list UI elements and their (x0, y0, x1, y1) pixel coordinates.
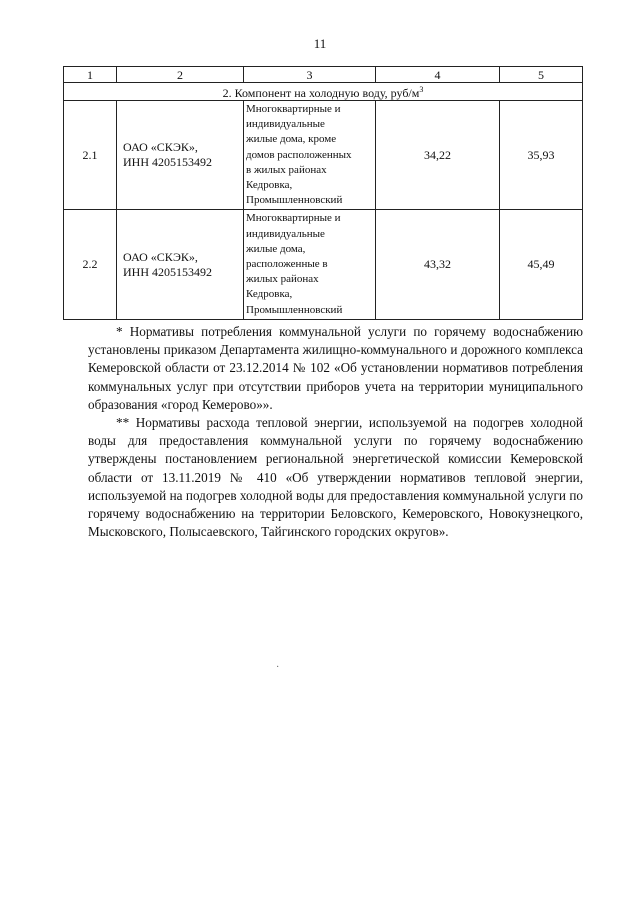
description-line: индивидуальные (246, 118, 325, 131)
description-line: домов расположенных (246, 148, 352, 161)
description-line: жилые дома, (246, 242, 306, 255)
value-col4: 34,22 (376, 101, 500, 210)
description-line: жилых районах (246, 273, 319, 286)
footnote-heat-energy: ** Нормативы расхода тепловой энергии, используемой на подогрев холодной воды для предоставления коммунальной услуги по горячему водоснабжению утверждены постановлением региональной энергетической комиссии Кемеровской области от 13.11.2019 № 410 «Об утверждении нормативов тепловой энергии, используемой на подогрев холодной воды для предоставления коммунальной услуги по горячему водоснабжению на территории Беловского, Кемеровского, Новокузнецкого, Мысковского, Полысаевского, Тайгинского городских округов». (88, 415, 583, 540)
row-number: 2.2 (64, 210, 117, 319)
column-number: 5 (500, 67, 583, 83)
value-col5: 45,49 (500, 210, 583, 319)
table-row (64, 101, 583, 210)
description-line: Промышленновский (246, 303, 343, 316)
value-col4: 43,32 (376, 210, 500, 319)
description-line: жилые дома, кроме (246, 133, 337, 146)
column-number: 2 (117, 67, 244, 83)
scan-mark: · (276, 662, 280, 673)
section-row (64, 83, 583, 101)
description-line: Кедровка, (246, 179, 293, 192)
description-line: Кедровка, (246, 288, 293, 301)
footnote-hot-water: * Нормативы потребления коммунальной услуги по горячему водоснабжению установлены приказом Департамента жилищно-коммунального и дорожного комплекса Кемеровской области от 23.12.2014 № 102 «Об установлении нормативов потребления коммунальных услуг при отсутствии приборов учета на территории муниципального образования «город Кемерово»». (88, 324, 583, 412)
table-row (64, 210, 583, 319)
section-title-cell (64, 83, 583, 101)
column-number: 3 (244, 67, 376, 83)
page-number: 11 (313, 36, 327, 51)
column-number-row (64, 67, 583, 83)
organization-cell (117, 101, 244, 210)
description-line: Промышленновский (246, 194, 343, 207)
description-line: Многоквартирные и (246, 212, 341, 225)
value-col5: 35,93 (500, 101, 583, 210)
description-line: Многоквартирные и (246, 103, 341, 115)
description-line: в жилых районах (246, 163, 327, 176)
column-number: 1 (64, 67, 117, 83)
description-cell (244, 101, 376, 210)
section-unit-power: 3 (419, 85, 424, 94)
organization-line: ИНН 4205153492 (123, 264, 212, 279)
organization-line: ОАО «СКЭК», (123, 140, 198, 155)
organization-line: ИНН 4205153492 (123, 155, 212, 170)
organization-cell (117, 210, 244, 319)
row-number: 2.1 (64, 101, 117, 210)
description-line: расположенные в (246, 258, 328, 271)
column-number: 4 (376, 67, 500, 83)
norms-table (63, 66, 583, 320)
section-title: 2. Компонент на холодную воду, руб/м (222, 86, 420, 100)
organization-line: ОАО «СКЭК», (123, 249, 198, 264)
description-cell (244, 210, 376, 319)
footnotes (88, 323, 583, 541)
description-line: индивидуальные (246, 227, 325, 240)
